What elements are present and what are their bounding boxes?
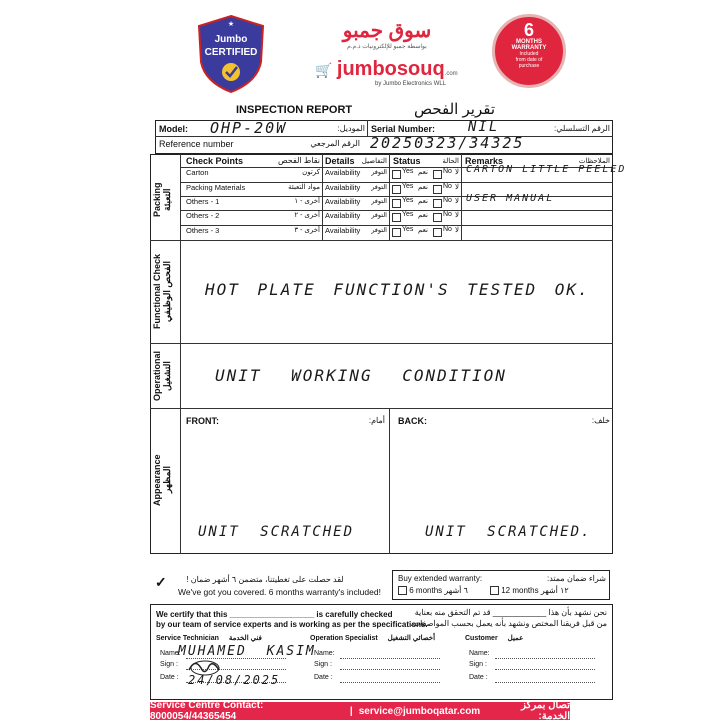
status-no-ar: لا: [455, 198, 459, 205]
status-yes-ar: نعم: [418, 184, 428, 191]
status-yes: Yes: [402, 211, 414, 218]
functional-section-label: [152, 244, 178, 339]
row-detail-ar: التوفر: [371, 227, 387, 234]
packing-section-label: [152, 170, 178, 230]
functional-note: HOT PLATE FUNCTION'S TESTED OK.: [205, 280, 590, 299]
sign-field-line[interactable]: [340, 669, 440, 670]
row-name: Packing Materials: [186, 183, 246, 192]
model-label-ar: الموديل:: [337, 124, 365, 133]
sign-field-line[interactable]: [340, 682, 440, 683]
row-detail: Availability: [325, 211, 361, 220]
status-no-ar: لا: [455, 184, 459, 191]
covered-en: We've got you covered. 6 months warranty's included!: [178, 587, 381, 597]
hdr-status: Status: [393, 156, 421, 166]
status-no-checkbox[interactable]: [433, 170, 442, 179]
row-name-ar: كرتون: [302, 169, 320, 176]
warranty-seal: [492, 14, 566, 88]
status-no-ar: لا: [455, 212, 459, 219]
extended-label: Buy extended warranty:: [398, 574, 483, 583]
packing-label-ar: التعبئة: [162, 188, 172, 212]
jumbosouq-logo: [315, 58, 465, 87]
status-no-checkbox[interactable]: [433, 213, 442, 222]
status-yes: Yes: [402, 183, 414, 190]
footer-email[interactable]: service@jumboqatar.com: [358, 705, 481, 717]
status-no: No: [443, 197, 452, 204]
footer-bar: Service Centre Contact: 8000054/44365454 | service@jumboqatar.com تصال بمركز الخدمة:: [150, 700, 570, 722]
warranty-l2: WARRANTY: [511, 45, 547, 51]
opt-12-months[interactable]: [490, 586, 569, 595]
status-yes: Yes: [402, 197, 414, 204]
serial-label: Serial Number:: [371, 124, 436, 134]
sign-field-date: Date :: [160, 674, 179, 681]
tech-name-value: MUHAMED KASIM: [178, 644, 316, 659]
opt-12-label-ar: ١٢ أشهر: [540, 586, 569, 595]
jumbo-certified-badge: [197, 14, 265, 94]
back-note: UNIT SCRATCHED.: [425, 524, 592, 540]
sign-field-name: Name:: [160, 650, 181, 657]
operational-note: UNIT WORKING CONDITION: [215, 366, 507, 385]
jumbosouq-com: .com: [444, 71, 458, 77]
row-name-ar: مواد التعبئة: [288, 184, 320, 191]
status-yes-ar: نعم: [418, 198, 428, 205]
functional-label-en: Functional Check: [152, 254, 162, 330]
sign-field-sign: Sign :: [469, 661, 487, 668]
row-detail: Availability: [325, 197, 361, 206]
certify-en1b: is carefully checked: [316, 610, 393, 619]
warranty-num: 6: [523, 20, 534, 40]
extended-label-ar: شراء ضمان ممتد:: [546, 574, 606, 583]
status-no-checkbox[interactable]: [433, 228, 442, 237]
status-yes-checkbox[interactable]: [392, 199, 401, 208]
sign-field-name: Name:: [314, 650, 335, 657]
jumbosouq-sub: by Jumbo Electronics WLL: [375, 81, 447, 87]
row-detail: Availability: [325, 183, 361, 192]
report-title-ar: تقرير الفحص: [413, 101, 495, 118]
status-yes-ar: نعم: [418, 212, 428, 219]
reference-label-ar: الرقم المرجعي: [310, 139, 360, 148]
row-detail-ar: التوفر: [371, 198, 387, 205]
jumbosouq-text: jumbosouq: [336, 58, 445, 80]
front-label: FRONT:: [186, 416, 219, 426]
model-label: Model:: [159, 124, 188, 134]
ops-label: Operation Specialist: [310, 635, 378, 642]
souq-ar-sub: بواسطة جمبو للإلكترونيات ذ.م.م: [347, 44, 427, 50]
hdr-remarks: Remarks: [465, 156, 504, 166]
sign-field-date: Date :: [314, 674, 333, 681]
warranty-l3: Included: [519, 51, 539, 57]
back-label-ar: خلف:: [591, 416, 610, 425]
status-yes-checkbox[interactable]: [392, 228, 401, 237]
row-name: Others - 1: [186, 197, 220, 206]
souq-jumbo-logo-ar: [312, 18, 462, 50]
cust-label: Customer: [465, 635, 498, 642]
status-no-ar: لا: [455, 169, 459, 176]
row-detail-ar: التوفر: [371, 212, 387, 219]
row-name-ar: أخرى - ٢: [294, 212, 320, 219]
status-yes-ar: نعم: [418, 169, 428, 176]
operational-label-en: Operational: [152, 351, 162, 402]
front-note: UNIT SCRATCHED: [198, 524, 355, 540]
opt-6-months[interactable]: [398, 586, 468, 595]
status-yes: Yes: [402, 168, 414, 175]
sign-field-name: Name:: [469, 650, 490, 657]
warranty-l4: from date of: [515, 57, 543, 63]
souq-ar-text: سوق جمبو: [342, 20, 432, 42]
sign-field-line[interactable]: [495, 658, 595, 659]
model-value: OHP-20W: [210, 119, 288, 137]
appearance-label-ar: المظهر: [162, 466, 172, 494]
hdr-remarks-ar: الملاحظات: [578, 158, 610, 165]
ops-label-ar: أخصائي التشغيل: [387, 635, 436, 642]
cart-icon: 🛒: [315, 62, 333, 78]
functional-label-ar: الفحص الوظيفي: [162, 261, 172, 322]
operational-section-label: [152, 346, 178, 406]
sign-field-line[interactable]: [495, 682, 595, 683]
certify-ar2: من قبل فريقنا المختص ونشهد بأنه يعمل بحسب المواصفات.: [410, 619, 607, 628]
opt-12-label: 12 months: [501, 586, 539, 595]
row-name: Others - 3: [186, 226, 220, 235]
status-no: No: [443, 168, 452, 175]
status-no: No: [443, 211, 452, 218]
svg-text:★: ★: [227, 21, 235, 28]
opt-6-checkbox[interactable]: [398, 586, 407, 595]
status-no-ar: لا: [455, 227, 459, 234]
packing-label-en: Packing: [152, 182, 162, 218]
certified-top-text: Jumbo: [214, 34, 248, 45]
hdr-details: Details: [325, 156, 355, 166]
warranty-l5: purchase: [518, 63, 540, 69]
status-no-checkbox[interactable]: [433, 199, 442, 208]
row-detail-ar: التوفر: [371, 184, 387, 191]
hdr-check-points: Check Points: [186, 156, 244, 166]
opt-12-checkbox[interactable]: [490, 586, 499, 595]
appearance-label-en: Appearance: [152, 454, 162, 506]
footer-contact: Service Centre Contact: 8000054/44365454: [150, 700, 264, 722]
status-yes-checkbox[interactable]: [392, 213, 401, 222]
hdr-status-ar: الحالة: [442, 158, 459, 165]
sign-field-line[interactable]: [340, 658, 440, 659]
opt-6-label: 6 months: [409, 586, 443, 595]
sign-field-line[interactable]: [495, 669, 595, 670]
status-yes-ar: نعم: [418, 227, 428, 234]
row-name: Carton: [186, 168, 209, 177]
opt-6-label-ar: ٦ أشهر: [444, 586, 468, 595]
reference-label: Reference number: [159, 139, 234, 149]
ops-heading: [310, 634, 435, 642]
certify-en1a: We certify that this: [156, 610, 228, 619]
row-detail: Availability: [325, 168, 361, 177]
certify-en1: We certify that this ___________________ is carefully checked: [156, 610, 393, 619]
covered-ar: لقد حصلت على تغطيتنا، متضمن ٦ أشهر ضمان !: [186, 575, 344, 584]
status-yes-checkbox[interactable]: [392, 170, 401, 179]
footer-ar: تصال بمركز الخدمة:: [521, 700, 570, 722]
sign-field-sign: Sign :: [160, 661, 178, 668]
sign-field-date: Date :: [469, 674, 488, 681]
hdr-check-points-ar: نقاط الفحص: [277, 156, 320, 165]
tech-heading: [156, 634, 262, 642]
status-yes: Yes: [402, 226, 414, 233]
serial-value: NIL: [468, 119, 500, 135]
certify-en2: by our team of service experts and is working as per the specifications.: [156, 620, 428, 629]
status-no-checkbox[interactable]: [433, 185, 442, 194]
back-label: BACK:: [398, 416, 427, 426]
covered-check-icon: ✓: [155, 574, 167, 590]
row-remark: USER MANUAL: [466, 193, 555, 204]
row-detail-ar: التوفر: [371, 169, 387, 176]
row-detail: Availability: [325, 226, 361, 235]
row-name: Others - 2: [186, 211, 220, 220]
row-remark: CARTON LITTLE PEELED: [466, 164, 627, 175]
cust-label-ar: عميل: [507, 635, 524, 642]
certified-bottom-text: CERTIFIED: [204, 47, 258, 58]
tech-label-ar: فني الخدمة: [228, 635, 262, 642]
cust-heading: [465, 634, 523, 642]
report-title-en: INSPECTION REPORT: [236, 104, 353, 116]
tech-date-value: 24/08/2025: [188, 673, 281, 687]
row-name-ar: أخرى - ١: [294, 198, 320, 205]
tech-label: Service Technician: [156, 635, 219, 642]
operational-label-ar: التشغيل: [162, 361, 172, 391]
reference-value: 20250323/34325: [370, 134, 525, 152]
hdr-details-ar: التفاصيل: [361, 158, 387, 165]
certify-ar1: نحن نشهد بأن هذا ____________ قد تم التحقق منه بعناية: [414, 608, 607, 617]
appearance-section-label: [152, 430, 178, 530]
serial-label-ar: الرقم التسلسلي:: [554, 124, 610, 133]
row-name-ar: أخرى - ٣: [294, 227, 320, 234]
front-label-ar: أمام:: [368, 416, 385, 425]
sign-field-sign: Sign :: [314, 661, 332, 668]
status-no: No: [443, 226, 452, 233]
warranty-l1: MONTHS: [516, 39, 542, 45]
status-yes-checkbox[interactable]: [392, 185, 401, 194]
status-no: No: [443, 183, 452, 190]
